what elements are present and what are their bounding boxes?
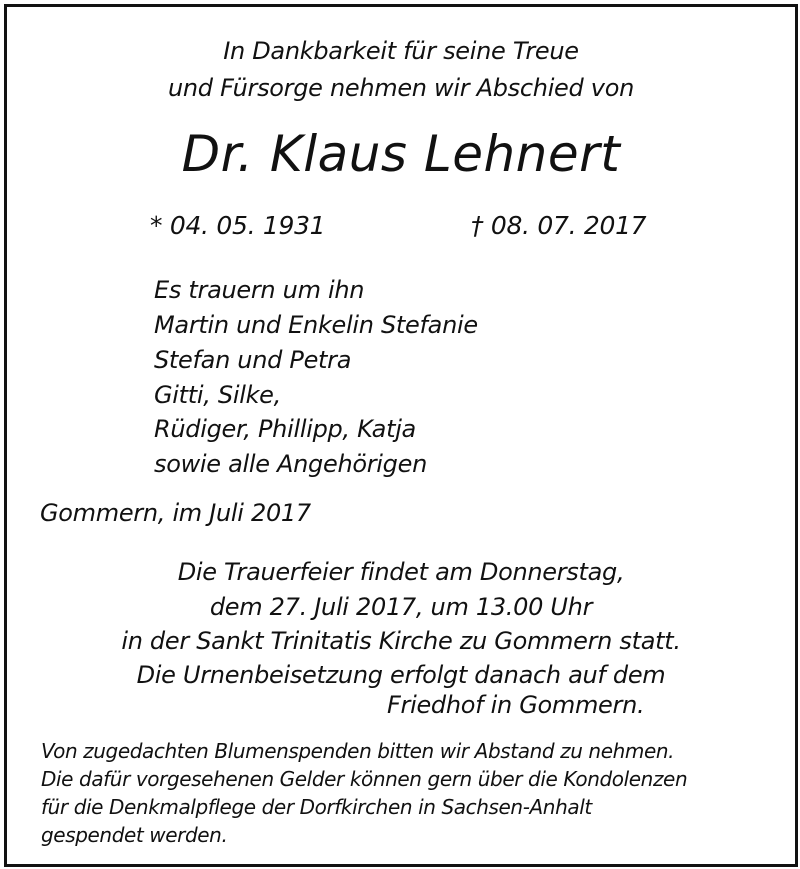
intro-line-2: und Fürsorge nehmen wir Abschied von xyxy=(167,74,634,102)
mourners-line-2: Martin und Enkelin Stefanie xyxy=(154,311,478,339)
mourners-line-3: Stefan und Petra xyxy=(154,346,352,374)
intro-line-1: In Dankbarkeit für seine Treue xyxy=(223,37,579,65)
place-date: Gommern, im Juli 2017 xyxy=(40,499,311,527)
death-date: † 08. 07. 2017 xyxy=(471,211,647,240)
service-line-5: Friedhof in Gommern. xyxy=(387,691,645,719)
service-line-2: dem 27. Juli 2017, um 13.00 Uhr xyxy=(209,593,593,621)
note-line-3: für die Denkmalpflege der Dorfkirchen in Sachsen-Anhalt xyxy=(41,795,592,819)
mourners-line-1: Es trauern um ihn xyxy=(154,276,365,304)
deceased-name: Dr. Klaus Lehnert xyxy=(181,125,621,183)
note-line-2: Die dafür vorgesehenen Gelder können gern über die Kondolenzen xyxy=(41,767,688,791)
service-line-4: Die Urnenbeisetzung erfolgt danach auf dem xyxy=(136,661,666,689)
service-line-1: Die Trauerfeier findet am Donnerstag, xyxy=(177,558,625,586)
mourners-line-5: Rüdiger, Phillipp, Katja xyxy=(154,415,416,443)
service-line-3: in der Sankt Trinitatis Kirche zu Gommern statt. xyxy=(121,627,681,655)
note-line-4: gespendet werden. xyxy=(41,823,228,847)
obituary-frame xyxy=(4,4,798,867)
mourners-line-6: sowie alle Angehörigen xyxy=(154,450,427,478)
note-line-1: Von zugedachten Blumenspenden bitten wir Abstand zu nehmen. xyxy=(41,739,675,763)
birth-date: * 04. 05. 1931 xyxy=(150,211,326,240)
mourners-line-4: Gitti, Silke, xyxy=(154,381,281,409)
